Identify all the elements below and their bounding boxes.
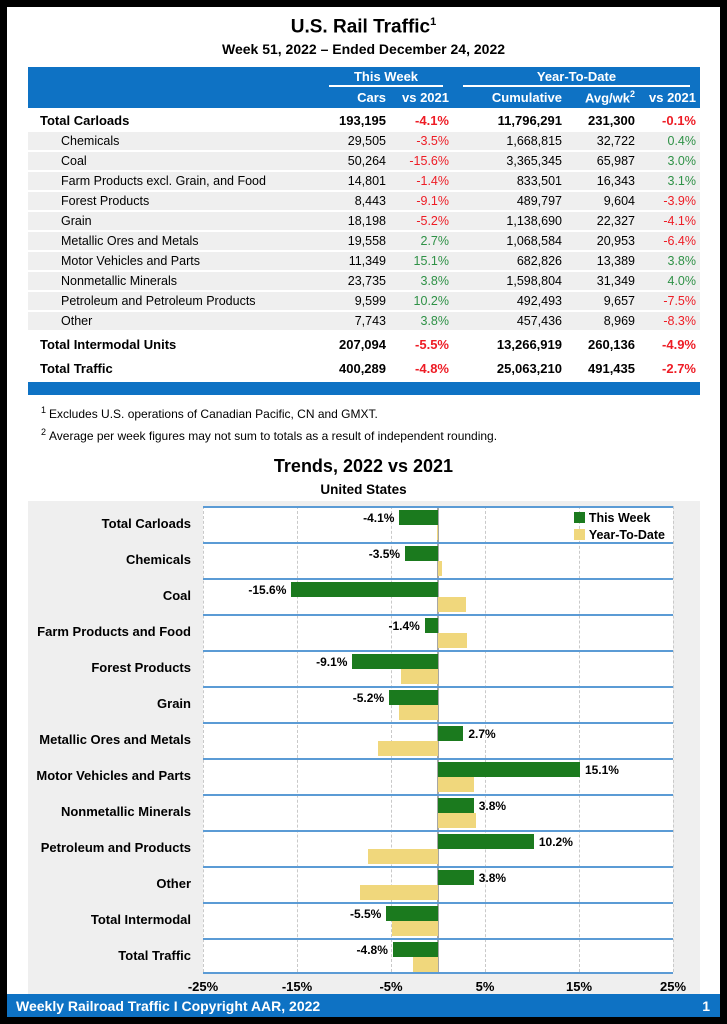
chart-band-petroleum-and-products (203, 830, 673, 866)
year-to-date-bar (378, 741, 438, 756)
ytd-vs-2021-value: -4.1% (663, 214, 696, 229)
cars-value: 9,599 (354, 294, 386, 309)
table-row (28, 212, 700, 230)
this-week-swatch-icon (574, 512, 585, 523)
chart-band-grain (203, 686, 673, 722)
x-axis-tick-label: -15% (281, 978, 313, 994)
title-footnote-marker: 1 (430, 16, 437, 28)
chart-band-motor-vehicles-and-parts (203, 758, 673, 794)
table-row (28, 332, 700, 356)
year-to-date-swatch-icon (574, 529, 585, 540)
this-week-bar (438, 798, 474, 813)
year-to-date-bar (401, 669, 438, 684)
ytd-vs-2021-value: -6.4% (663, 234, 696, 249)
chart-category-label: Coal (162, 588, 191, 604)
footer-page-number: 1 (702, 997, 710, 1014)
row-label: Petroleum and Petroleum Products (61, 294, 256, 309)
table-column-header-row (28, 87, 700, 108)
chart-legend (574, 511, 665, 545)
chart-band-coal (203, 578, 673, 614)
bar-value-label: -3.5% (368, 546, 401, 561)
group-header-year-to-date: Year-To-Date (463, 69, 690, 87)
x-axis-tick-label: 15% (565, 978, 593, 994)
avg-wk-value: 16,343 (596, 174, 635, 189)
x-axis-tick-label: -5% (379, 978, 403, 994)
chart-category-label: Forest Products (91, 660, 191, 676)
chart-band-chemicals (203, 542, 673, 578)
chart-plot (203, 506, 673, 974)
cars-value: 19,558 (347, 234, 386, 249)
cumulative-value: 13,266,919 (496, 336, 562, 352)
this-week-bar (393, 942, 438, 957)
table-row (28, 312, 700, 330)
table-row (28, 132, 700, 150)
row-label: Total Intermodal Units (40, 336, 177, 352)
footnote-1-marker: 1 (41, 405, 47, 416)
chart-category-label: Total Intermodal (90, 912, 191, 928)
column-header-ytd-vs-2021: vs 2021 (649, 90, 696, 106)
avg-wk-value: 32,722 (596, 134, 635, 149)
cumulative-value: 489,797 (516, 194, 562, 209)
table-row (28, 172, 700, 190)
cumulative-value: 682,826 (516, 254, 562, 269)
cumulative-value: 1,668,815 (506, 134, 562, 149)
chart-band-other (203, 866, 673, 902)
row-label: Total Traffic (40, 360, 113, 376)
footnote-2-marker: 2 (41, 426, 47, 437)
bar-value-label: -5.2% (352, 690, 385, 705)
avg-wk-value: 8,969 (603, 314, 635, 329)
bar-value-label: -4.8% (356, 942, 388, 957)
cumulative-value: 457,436 (516, 314, 562, 329)
chart-category-label: Petroleum and Products (40, 840, 191, 856)
footer-text: Weekly Railroad Traffic I Copyright AAR, 2022 (16, 997, 321, 1014)
week-vs-2021-value: -5.2% (416, 214, 449, 229)
chart-category-label: Metallic Ores and Metals (39, 732, 191, 748)
week-vs-2021-value: -1.4% (416, 174, 449, 189)
ytd-vs-2021-value: 3.1% (667, 174, 696, 189)
year-to-date-bar (438, 561, 442, 576)
ytd-vs-2021-value: -4.9% (662, 336, 696, 352)
title-block (7, 7, 720, 57)
year-to-date-bar (438, 813, 476, 828)
cumulative-value: 1,598,804 (506, 274, 562, 289)
row-label: Coal (61, 154, 87, 169)
avg-wk-text: Avg/wk (584, 90, 630, 106)
footnotes (41, 403, 720, 445)
this-week-bar (389, 690, 438, 705)
cars-value: 14,801 (347, 174, 386, 189)
chart-category-label: Grain (157, 696, 191, 712)
chart-band-total-intermodal (203, 902, 673, 938)
chart-category-label: Total Carloads (101, 516, 191, 532)
this-week-bar (399, 510, 438, 525)
year-to-date-bar (438, 597, 466, 612)
column-header-week-vs-2021: vs 2021 (402, 90, 449, 106)
chart-category-label: Chemicals (125, 552, 191, 568)
this-week-bar (386, 906, 438, 921)
avg-wk-value: 9,604 (603, 194, 635, 209)
week-vs-2021-value: 3.8% (420, 274, 449, 289)
bar-value-label: -9.1% (316, 654, 348, 669)
table-row (28, 252, 700, 270)
ytd-vs-2021-value: -7.5% (663, 294, 696, 309)
cumulative-value: 11,796,291 (497, 112, 562, 128)
chart-subtitle: United States (320, 481, 407, 497)
table-group-header-row (28, 67, 700, 87)
bar-value-label: 3.8% (478, 798, 507, 813)
cars-value: 29,505 (347, 134, 386, 149)
year-to-date-bar (392, 921, 438, 936)
week-vs-2021-value: 2.7% (420, 234, 449, 249)
cumulative-value: 25,063,210 (496, 360, 562, 376)
chart-category-label: Motor Vehicles and Parts (36, 768, 191, 784)
footnote-1-text: Excludes U.S. operations of Canadian Pacific, CN and GMXT. (49, 407, 378, 422)
chart-band-nonmetallic-minerals (203, 794, 673, 830)
column-header-avg-wk (566, 89, 639, 105)
footnote-1 (41, 403, 720, 424)
bar-value-label: -5.5% (349, 906, 382, 921)
cumulative-value: 3,365,345 (506, 154, 562, 169)
this-week-bar (425, 618, 438, 633)
avg-wk-footnote-marker: 2 (629, 89, 635, 99)
avg-wk-value: 231,300 (588, 112, 635, 128)
cars-value: 400,289 (339, 360, 386, 376)
row-label: Metallic Ores and Metals (61, 234, 199, 249)
week-vs-2021-value: 10.2% (413, 294, 449, 309)
cars-value: 18,198 (347, 214, 386, 229)
chart-category-label: Nonmetallic Minerals (60, 804, 191, 820)
group-header-this-week: This Week (329, 69, 443, 87)
table-row (28, 292, 700, 310)
week-vs-2021-value: 15.1% (413, 254, 449, 269)
avg-wk-value: 65,987 (596, 154, 635, 169)
cars-value: 207,094 (339, 336, 386, 352)
ytd-vs-2021-value: 0.4% (667, 134, 696, 149)
cars-value: 23,735 (347, 274, 386, 289)
footnote-2 (41, 425, 720, 446)
x-axis-tick-label: 5% (475, 978, 495, 994)
this-week-bar (438, 870, 474, 885)
this-week-bar (405, 546, 438, 561)
blue-divider-bar (28, 382, 700, 395)
table-row (28, 192, 700, 210)
this-week-bar (438, 834, 534, 849)
chart-body (28, 506, 700, 974)
column-header-cumulative: Cumulative (491, 90, 562, 106)
table-row (28, 108, 700, 132)
chart-category-label: Other (156, 876, 191, 892)
bar-value-label: 2.7% (468, 726, 496, 741)
cumulative-value: 833,501 (516, 174, 562, 189)
this-week-bar (352, 654, 438, 669)
bar-value-label: -4.1% (363, 510, 395, 525)
week-vs-2021-value: -4.8% (415, 360, 449, 376)
year-to-date-bar (368, 849, 439, 864)
table-row (28, 232, 700, 250)
cars-value: 50,264 (347, 154, 386, 169)
avg-wk-value: 491,435 (588, 360, 635, 376)
ytd-vs-2021-value: 3.8% (667, 254, 696, 269)
table-row (28, 152, 700, 170)
week-vs-2021-value: -15.6% (409, 154, 449, 169)
legend-item-this-week (574, 511, 665, 525)
table-row (28, 272, 700, 290)
footnote-2-text: Average per week figures may not sum to totals as a result of independent rounding. (49, 428, 498, 443)
chart-band-metallic-ores-and-metals (203, 722, 673, 758)
page-title-text: U.S. Rail Traffic (290, 16, 431, 38)
week-vs-2021-value: -5.5% (415, 336, 449, 352)
cars-value: 193,195 (339, 112, 386, 128)
this-week-bar (438, 726, 463, 741)
ytd-vs-2021-value: -2.7% (662, 360, 696, 376)
week-vs-2021-value: -4.1% (415, 112, 449, 128)
bar-value-label: 3.8% (478, 870, 507, 885)
cars-value: 7,743 (354, 314, 386, 329)
legend-this-week-label: This Week (588, 510, 651, 525)
year-to-date-bar (360, 885, 438, 900)
row-label: Forest Products (61, 194, 150, 209)
table-header (28, 67, 700, 108)
chart-band-total-traffic (203, 938, 673, 974)
chart-title-block (7, 456, 720, 497)
row-label: Farm Products excl. Grain, and Food (61, 174, 266, 189)
chart-band-farm-products-and-food (203, 614, 673, 650)
chart-category-label: Total Traffic (118, 948, 191, 964)
ytd-vs-2021-value: -8.3% (663, 314, 696, 329)
week-vs-2021-value: -3.5% (416, 134, 449, 149)
column-header-cars: Cars (357, 90, 386, 106)
legend-year-to-date-label: Year-To-Date (588, 527, 665, 542)
year-to-date-bar (438, 633, 467, 648)
avg-wk-value: 31,349 (596, 274, 635, 289)
ytd-vs-2021-value: -0.1% (662, 112, 696, 128)
table-row (28, 356, 700, 380)
page-title (7, 16, 720, 38)
cumulative-value: 1,138,690 (506, 214, 562, 229)
ytd-vs-2021-value: 3.0% (667, 154, 696, 169)
cars-value: 11,349 (348, 254, 386, 269)
row-label: Motor Vehicles and Parts (61, 254, 200, 269)
bar-value-label: -15.6% (248, 582, 287, 597)
x-axis-tick-label: 25% (659, 978, 687, 994)
year-to-date-bar (399, 705, 438, 720)
this-week-bar (291, 582, 438, 597)
chart-band-forest-products (203, 650, 673, 686)
page-subtitle: Week 51, 2022 – Ended December 24, 2022 (221, 41, 506, 58)
cumulative-value: 492,493 (516, 294, 562, 309)
chart-category-label: Farm Products and Food (37, 624, 191, 640)
chart-labels (28, 506, 203, 974)
footer-bar (7, 994, 720, 1017)
year-to-date-bar (438, 777, 474, 792)
trends-bar-chart (28, 501, 700, 1004)
avg-wk-value: 13,389 (596, 254, 635, 269)
cumulative-value: 1,068,584 (506, 234, 562, 249)
week-vs-2021-value: -9.1% (416, 194, 449, 209)
row-label: Grain (61, 214, 92, 229)
legend-item-year-to-date (574, 528, 665, 542)
year-to-date-bar (437, 525, 438, 540)
table-body (28, 108, 700, 380)
bar-value-label: 15.1% (584, 762, 619, 777)
ytd-vs-2021-value: -3.9% (663, 194, 696, 209)
ytd-vs-2021-value: 4.0% (667, 274, 696, 289)
cars-value: 8,443 (354, 194, 386, 209)
this-week-bar (438, 762, 580, 777)
avg-wk-value: 22,327 (596, 214, 635, 229)
chart-title: Trends, 2022 vs 2021 (273, 455, 454, 476)
x-axis-tick-label: -25% (187, 978, 219, 994)
year-to-date-bar (413, 957, 438, 972)
row-label: Other (61, 314, 93, 329)
bar-value-label: 10.2% (538, 834, 573, 849)
week-vs-2021-value: 3.8% (420, 314, 449, 329)
avg-wk-value: 20,953 (596, 234, 635, 249)
avg-wk-value: 260,136 (588, 336, 635, 352)
bar-value-label: -1.4% (388, 618, 420, 633)
row-label: Nonmetallic Minerals (61, 274, 178, 289)
rail-traffic-table (28, 67, 700, 380)
row-label: Chemicals (61, 134, 120, 149)
avg-wk-value: 9,657 (603, 294, 635, 309)
chart-x-axis (187, 974, 687, 996)
row-label: Total Carloads (40, 112, 130, 128)
